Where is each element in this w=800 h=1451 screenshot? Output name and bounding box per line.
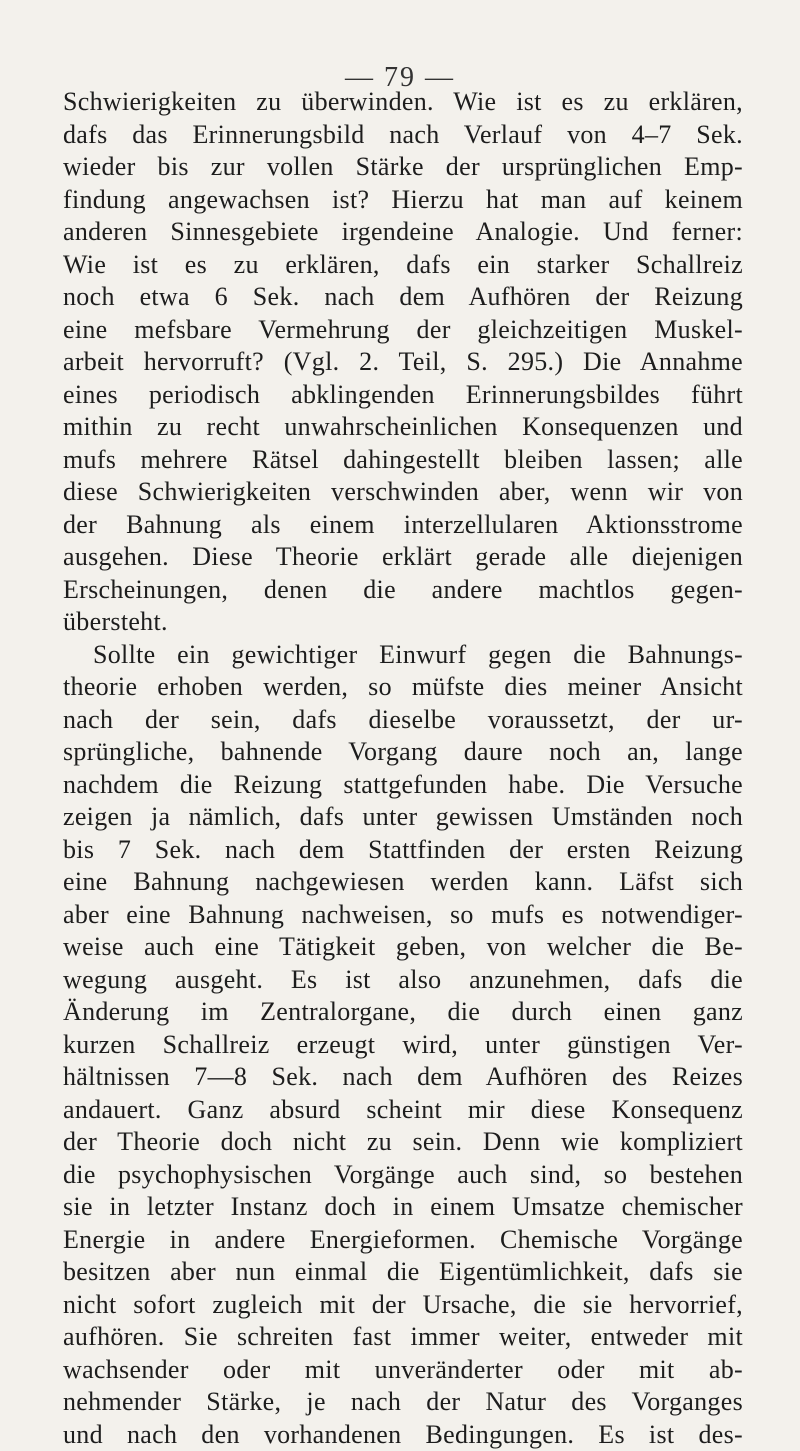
text-line: nachdem die Reizung stattgefunden habe. Die Versuche xyxy=(63,769,743,802)
text-line: aber eine Bahnung nachweisen, so mufs es notwendiger- xyxy=(63,899,743,932)
text-line: wachsender oder mit unveränderter oder mit ab- xyxy=(63,1354,743,1387)
text-line: Wie ist es zu erklären, dafs ein starker Schallreiz xyxy=(63,249,743,282)
text-line: hältnissen 7—8 Sek. nach dem Aufhören des Reizes xyxy=(63,1061,743,1094)
text-line: Erscheinungen, denen die andere machtlos gegen- xyxy=(63,574,743,607)
text-line: zeigen ja nämlich, dafs unter gewissen Umständen noch xyxy=(63,801,743,834)
text-line: diese Schwierigkeiten verschwinden aber, wenn wir von xyxy=(63,476,743,509)
text-line: findung angewachsen ist? Hierzu hat man auf keinem xyxy=(63,184,743,217)
text-line: nehmender Stärke, je nach der Natur des Vorganges xyxy=(63,1386,743,1419)
text-line: eines periodisch abklingenden Erinnerungsbildes führt xyxy=(63,379,743,412)
text-line: eine mefsbare Vermehrung der gleichzeitigen Muskel- xyxy=(63,314,743,347)
text-line: noch etwa 6 Sek. nach dem Aufhören der Reizung xyxy=(63,281,743,314)
text-line: übersteht. xyxy=(63,606,743,639)
text-line: der Bahnung als einem interzellularen Aktionsstrome xyxy=(63,509,743,542)
text-line: Sollte ein gewichtiger Einwurf gegen die Bahnungs- xyxy=(63,639,743,672)
text-line: theorie erhoben werden, so müfste dies meiner Ansicht xyxy=(63,671,743,704)
text-line: nicht sofort zugleich mit der Ursache, die sie hervorrief, xyxy=(63,1289,743,1322)
text-line: sie in letzter Instanz doch in einem Umsatze chemischer xyxy=(63,1191,743,1224)
text-line: und nach den vorhandenen Bedingungen. Es ist des- xyxy=(63,1419,743,1451)
text-line: die psychophysischen Vorgänge auch sind, so bestehen xyxy=(63,1159,743,1192)
text-line: Energie in andere Energieformen. Chemische Vorgänge xyxy=(63,1224,743,1257)
text-line: mufs mehrere Rätsel dahingestellt bleiben lassen; alle xyxy=(63,444,743,477)
text-line: wieder bis zur vollen Stärke der ursprünglichen Emp- xyxy=(63,151,743,184)
text-line: anderen Sinnesgebiete irgendeine Analogie. Und ferner: xyxy=(63,216,743,249)
text-line: wegung ausgeht. Es ist also anzunehmen, dafs die xyxy=(63,964,743,997)
page-number: — 79 — xyxy=(0,62,800,94)
text-line: aufhören. Sie schreiten fast immer weiter, entweder mit xyxy=(63,1321,743,1354)
text-line: der Theorie doch nicht zu sein. Denn wie kompliziert xyxy=(63,1126,743,1159)
text-line: eine Bahnung nachgewiesen werden kann. Läfst sich xyxy=(63,866,743,899)
text-line: sprüngliche, bahnende Vorgang daure noch an, lange xyxy=(63,736,743,769)
text-line: andauert. Ganz absurd scheint mir diese Konsequenz xyxy=(63,1094,743,1127)
text-line: mithin zu recht unwahrscheinlichen Konsequenzen und xyxy=(63,411,743,444)
text-line: dafs das Erinnerungsbild nach Verlauf von 4–7 Sek. xyxy=(63,119,743,152)
text-line: kurzen Schallreiz erzeugt wird, unter günstigen Ver- xyxy=(63,1029,743,1062)
text-line: nach der sein, dafs dieselbe voraussetzt, der ur- xyxy=(63,704,743,737)
text-line: bis 7 Sek. nach dem Stattfinden der ersten Reizung xyxy=(63,834,743,867)
text-line: arbeit hervorruft? (Vgl. 2. Teil, S. 295.) Die Annahme xyxy=(63,346,743,379)
text-line: Änderung im Zentralorgane, die durch einen ganz xyxy=(63,996,743,1029)
text-line: weise auch eine Tätigkeit geben, von welcher die Be- xyxy=(63,931,743,964)
body-text xyxy=(63,86,743,1451)
text-line: besitzen aber nun einmal die Eigentümlichkeit, dafs sie xyxy=(63,1256,743,1289)
text-line: ausgehen. Diese Theorie erklärt gerade alle diejenigen xyxy=(63,541,743,574)
text-line: Schwierigkeiten zu überwinden. Wie ist es zu erklären, xyxy=(63,86,743,119)
